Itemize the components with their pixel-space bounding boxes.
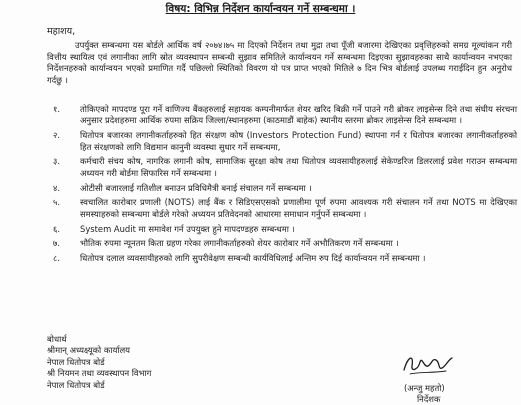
item-text: स्वचालित कारोबार प्रणाली (NOTS) लाई बैंक र सिडिएसएसको प्रणालीमा पूर्ण रुपमा आवश्यक गरी संचालन गर्ने तथा NOTS मा देखिएका समस्याहरुको सम्बन्धमा बोर्डले गरेको अध्ययन प्रतिवेदनको आधारमा समाधान गर्नुपर्ने सम्बन्धमा । — [80, 197, 517, 219]
handwritten-signature — [398, 350, 458, 380]
cc-line: नेपाल धितोपत्र बोर्ड — [47, 356, 105, 367]
list-item — [47, 104, 517, 127]
list-item — [47, 183, 517, 194]
item-text: भौतिक रुपमा न्यूनतम किता ग्रहण गरेका लगानीकर्ताहरुको शेयर कारोबार गर्ने अभौतिकरण गर्ने सम्बन्धमा । — [80, 238, 399, 249]
item-text: कर्मचारी संचय कोष, नागरिक लगानी कोष, सामाजिक सुरक्षा कोष तथा धितोपत्र व्यवसायीहरुलाई सेकेण्डरिज डिलरलाई प्रवेश गराउन सम्बन्धमा अध्ययन गरी बोर्डमा सिफारिस गर्ने सम्बन्धमा । — [80, 156, 517, 178]
item-number: ४. — [53, 182, 61, 193]
item-number: ३. — [53, 156, 61, 167]
item-number: १. — [53, 104, 61, 114]
cc-block — [47, 334, 151, 391]
list-item — [47, 156, 517, 179]
list-item — [47, 224, 517, 235]
item-text: ओटीसी बजारलाई गतिशील बनाउन प्रविधिमैत्री बनाई संचालन गर्ने सम्बन्धमा । — [80, 182, 312, 193]
signatory-name: (अन्जु महतो) — [404, 383, 445, 393]
item-number: ५. — [53, 197, 61, 208]
cc-label: बोधार्थ — [47, 334, 67, 344]
item-text: धितोपत्र दलाल व्यवसायीहरुको लागि सुपरीवेक्षण सम्बन्धी कार्यविधिलाई अन्तिम रुप दिई कार्यान्वयन गर्ने सम्बन्धमा । — [80, 253, 426, 264]
list-item — [47, 238, 517, 249]
item-number: ६. — [53, 223, 61, 234]
item-number: ८. — [53, 253, 61, 264]
item-text: System Audit मा समावेश गर्न उपयुक्त हुने मापदण्डहरु सम्बन्धमा । — [80, 223, 295, 234]
cc-line: श्रीमान् अध्यक्ष्यूको कार्यालय — [47, 345, 131, 356]
list-item — [47, 253, 517, 264]
cc-line: श्री नियमन तथा व्यवस्थापन विभाग — [47, 368, 152, 379]
intro-paragraph: उपर्युक्त सम्बन्धमा यस बोर्डले आर्थिक वर्ष २०७४।७५ मा दिएको निर्देशन तथा मुद्रा तथा पूँजी बजारमा देखिएका प्रवृत्तिहरुको समग्र मूल्यांकन गरी वित्तीय स्थायित्व एवं लगानीका लागि स्रोत व्यवस्थापन सम्बन्धी सुझाव समितिले कार्यान्वयन गर्ने सम्बन्धमा दिइएका सुझावहरुका साथै कार्यान्वयन नभएका निर्देशनहरुको कार्यान्वयन भएको प्रमाणित गर्दै पछिल्लो स्थितिको विवरण यो पत्र प्राप्त भएको मितिले ७ दिन भित्र बोर्डलाई उपलब्ध गराईदिन हुन अनुरोध गर्दछु । — [47, 40, 512, 85]
list-item — [47, 197, 517, 220]
list-item — [47, 130, 517, 153]
item-number: ७. — [53, 238, 61, 249]
item-number: २. — [53, 130, 61, 141]
letter-subject: विषय: विभिन्न निर्देशन कार्यान्वयन गर्ने सम्बन्धमा । — [165, 3, 356, 15]
salutation: महाशय, — [47, 26, 76, 37]
item-text: तोकिएको मापदण्ड पूरा गर्ने वाणिज्य बैंकहरुलाई सहायक कम्पनीमार्फत शेयर खरिद बिक्री गर्ने पाउने गरी ब्रोकर लाइसेन्स दिने तथा संघीय संरचना अनुसार प्रदेशहरुमा आर्थिक रुपमा सक्रिय जिल्ला/स्थानहरुमा (काठमाडौं बाहेक) स्थानीय स्तरमा ब्रोकर लाइसेन्स दिने सम्बन्धमा । — [80, 104, 517, 126]
signatory-title: निर्देशक — [417, 394, 441, 404]
item-text: धितोपत्र बजारका लगानीकर्ताहरुको हित संरक्षण कोष (Investors Protection Fund) स्थापना गर्न र धितोपत्र बजारका लगानीकर्ताहरुको हित संरक्षणको लागि विद्यमान कानुनी व्यवस्था सुधार गर्ने सम्बन्धमा, — [80, 130, 517, 152]
cc-line: नेपाल धितोपत्र बोर्ड — [47, 379, 105, 390]
directive-list — [47, 104, 517, 268]
